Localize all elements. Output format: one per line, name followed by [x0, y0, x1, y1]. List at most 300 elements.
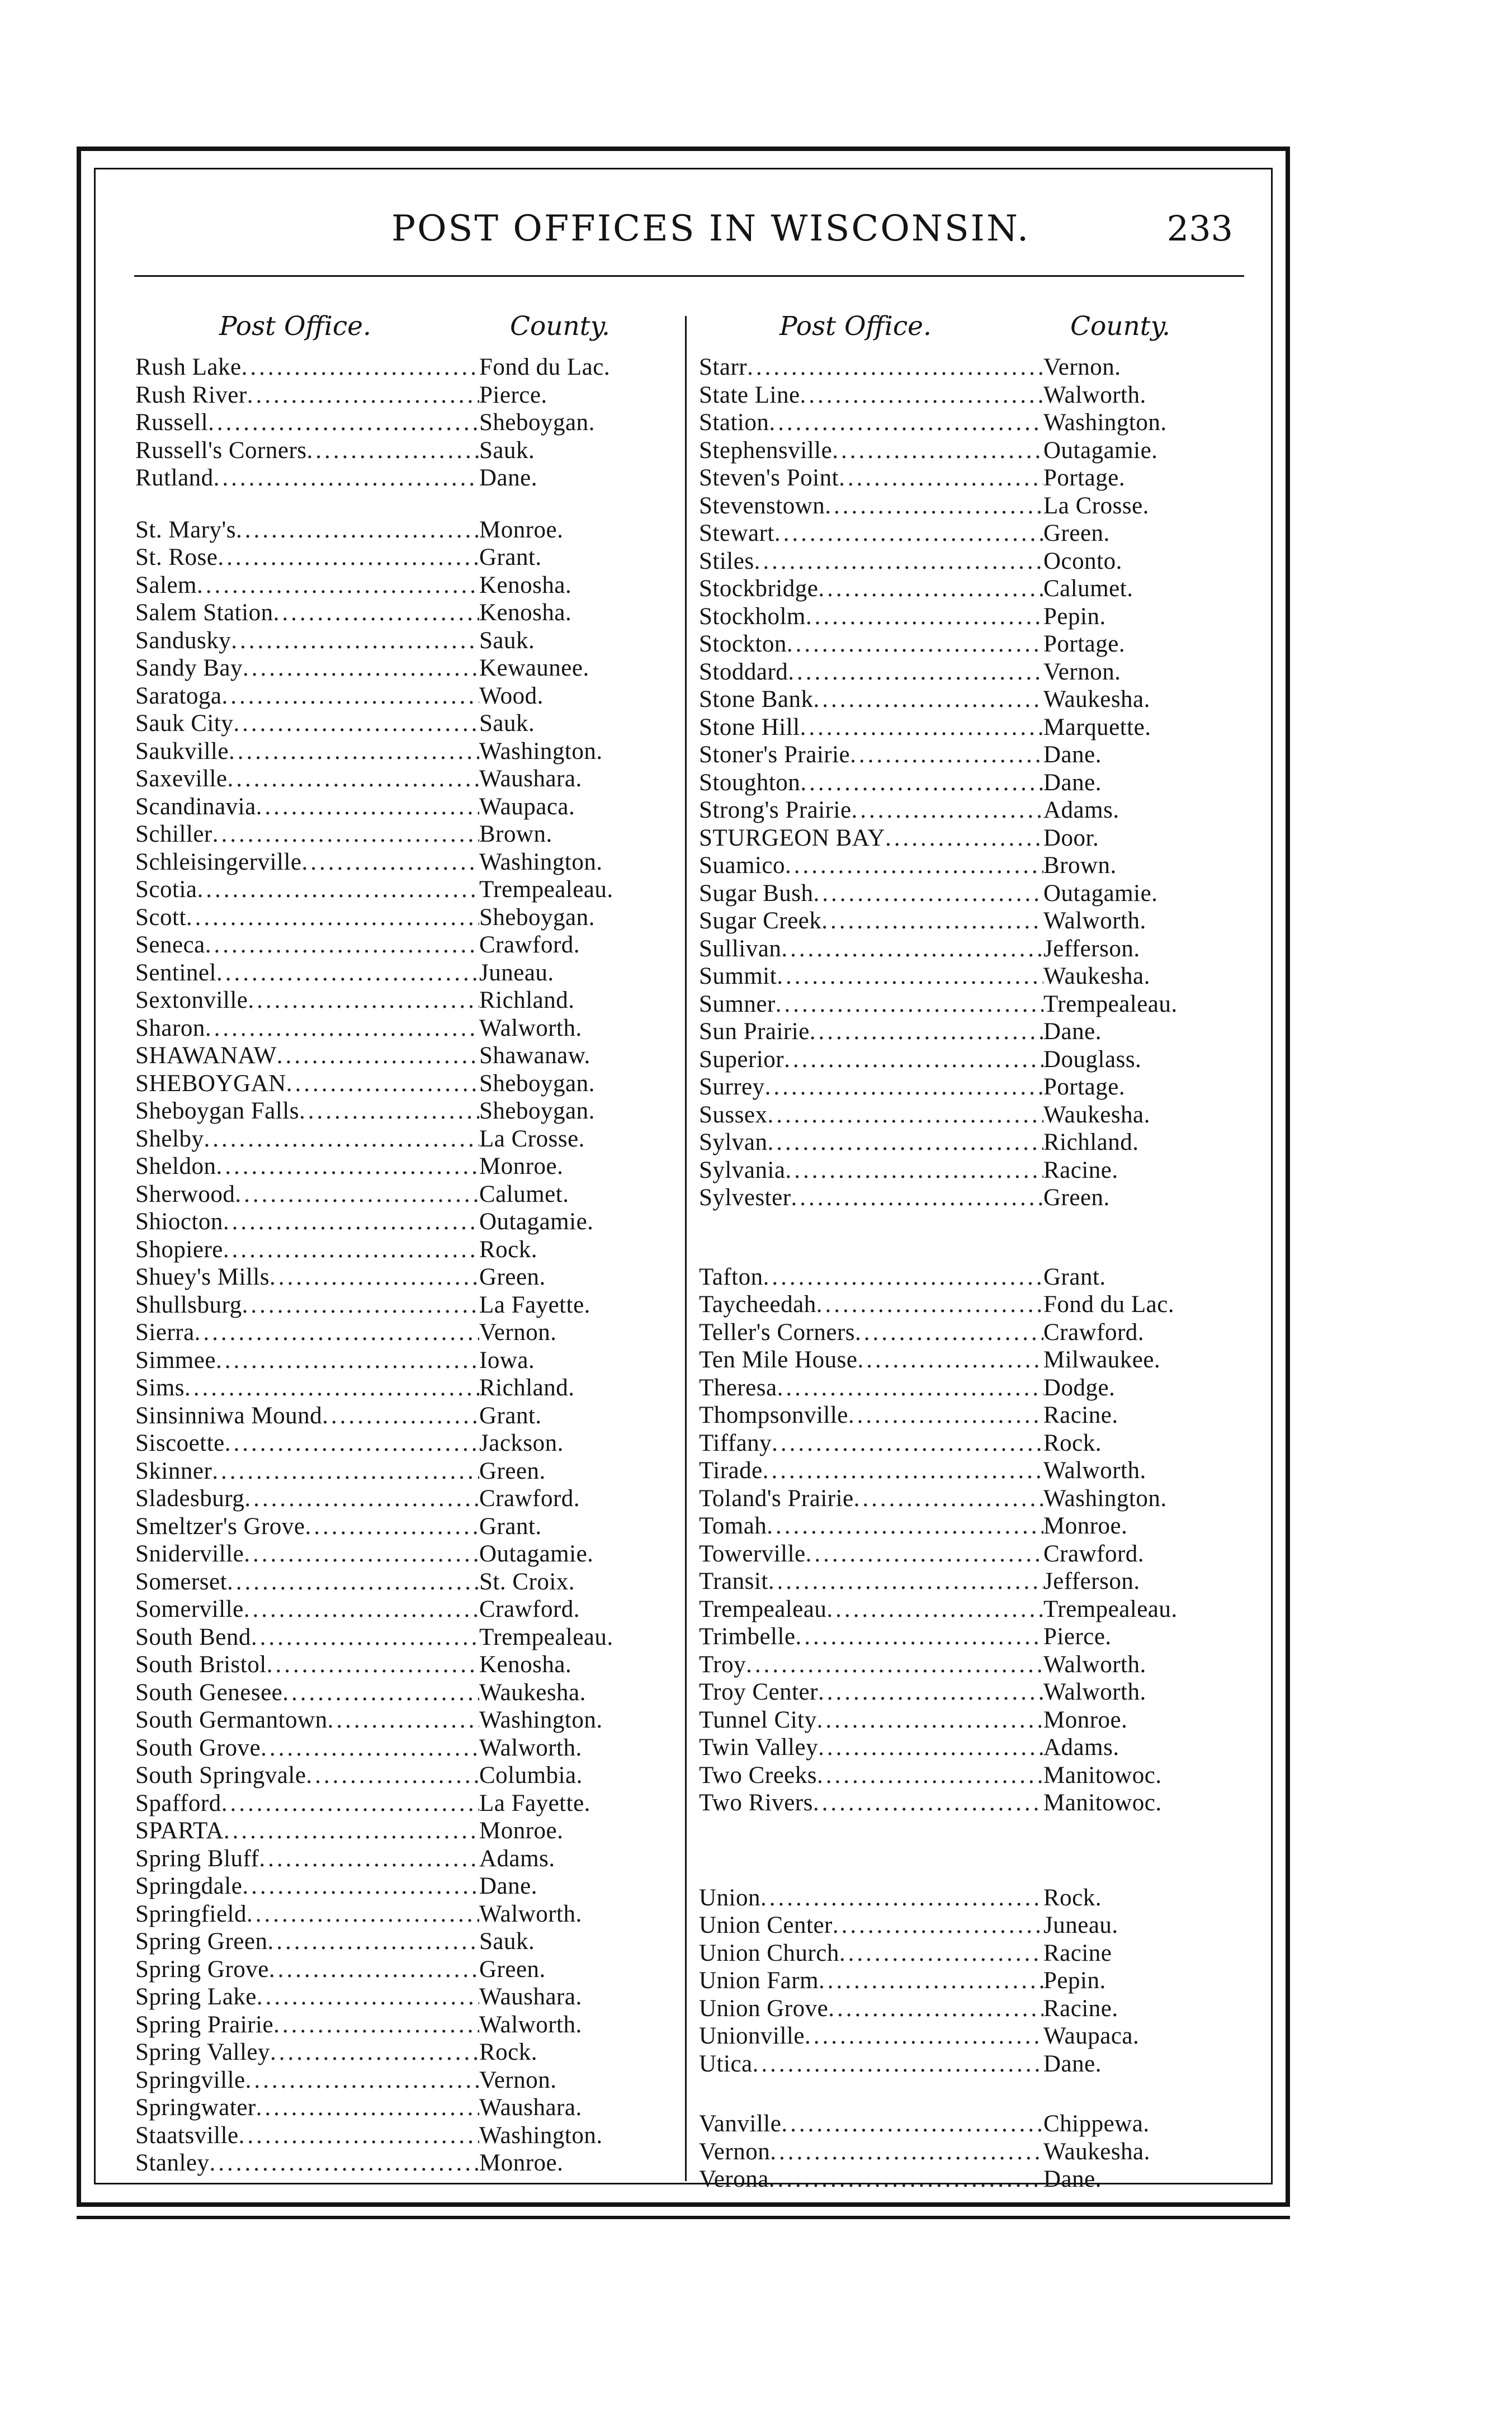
- post-office-name: Sheldon: [135, 1153, 216, 1179]
- list-item: [699, 1651, 1242, 1679]
- post-office-name: Station: [699, 409, 769, 436]
- dot-leader: [257, 1983, 479, 2011]
- post-office-name: Stockholm: [699, 603, 806, 630]
- post-office-name: Tiffany: [699, 1429, 772, 1456]
- dot-leader: [243, 654, 479, 682]
- county-name: Dane.: [1043, 1018, 1102, 1045]
- county-name: Waukesha.: [1043, 686, 1150, 712]
- dot-leader: [854, 1485, 1043, 1512]
- county-name: Green.: [479, 1264, 546, 1290]
- bottom-rule: [77, 2216, 1290, 2219]
- dot-leader: [282, 1679, 479, 1706]
- list-item: [135, 1513, 672, 1541]
- county-name: Door.: [1043, 824, 1099, 851]
- post-office-name: Union Center: [699, 1912, 833, 1938]
- group-spacer: [699, 1817, 1242, 1884]
- list-item: [699, 1291, 1242, 1319]
- list-item: [699, 824, 1242, 852]
- post-office-name: Sun Prairie: [699, 1018, 810, 1045]
- list-item: [699, 1678, 1242, 1706]
- post-office-name: Stevenstown: [699, 492, 825, 519]
- post-office-name: Vanville: [699, 2111, 782, 2137]
- post-office-name: South Germantown: [135, 1707, 328, 1733]
- list-item: [135, 627, 672, 655]
- county-name: Portage.: [1043, 1074, 1126, 1100]
- county-name: Douglass.: [1043, 1046, 1142, 1073]
- county-name: Pierce.: [479, 381, 547, 408]
- county-name: Waukesha.: [1043, 963, 1150, 989]
- list-item: [135, 710, 672, 738]
- dot-leader: [204, 1125, 479, 1153]
- post-office-name: Sandusky: [135, 627, 231, 654]
- list-item: [135, 2122, 672, 2150]
- dot-leader: [186, 904, 479, 931]
- post-office-name: Ten Mile House: [699, 1347, 858, 1373]
- county-name: Adams.: [479, 1845, 555, 1872]
- dot-leader: [821, 907, 1043, 935]
- county-name: Portage.: [1043, 631, 1126, 657]
- dot-leader: [826, 1596, 1043, 1623]
- dot-leader: [286, 1070, 479, 1097]
- post-office-name: Russell's Corners: [135, 437, 307, 464]
- dot-leader: [247, 1900, 479, 1928]
- post-office-name: Schiller: [135, 821, 212, 847]
- county-name: Walworth.: [479, 1900, 582, 1927]
- post-office-name: Sherwood: [135, 1181, 235, 1207]
- dot-leader: [833, 1912, 1043, 1939]
- county-name: Dodge.: [1043, 1374, 1116, 1401]
- county-name: Richland.: [479, 987, 575, 1013]
- county-name: Walworth.: [1043, 1679, 1146, 1705]
- dot-leader: [746, 1651, 1043, 1678]
- post-office-name: Smeltzer's Grove: [135, 1513, 305, 1540]
- dot-leader: [218, 544, 479, 571]
- list-item: [135, 793, 672, 821]
- list-item: [135, 409, 672, 437]
- list-item: [699, 1995, 1242, 2023]
- dot-leader: [236, 516, 479, 544]
- list-item: [699, 1346, 1242, 1374]
- dot-leader: [828, 1995, 1043, 2022]
- list-item: [699, 1940, 1242, 1967]
- county-name: Monroe.: [479, 1153, 564, 1179]
- list-item: [699, 1073, 1242, 1101]
- county-name: Pierce.: [1043, 1624, 1112, 1650]
- list-item: [135, 1817, 672, 1845]
- dot-leader: [753, 2050, 1043, 2078]
- post-office-name: Rush Lake: [135, 354, 242, 380]
- post-office-name: Stockbridge: [699, 575, 819, 602]
- post-office-name: Stiles: [699, 548, 754, 574]
- county-name: Sheboygan.: [479, 904, 595, 931]
- list-item: [699, 880, 1242, 908]
- list-item: [135, 1540, 672, 1568]
- post-office-heading: Post Office.: [219, 311, 371, 342]
- entry-group: [135, 353, 672, 492]
- dot-leader: [839, 1940, 1043, 1967]
- post-office-name: Salem Station: [135, 600, 273, 626]
- dot-leader: [776, 990, 1043, 1018]
- post-office-name: Shuey's Mills: [135, 1264, 270, 1290]
- post-office-name: Union Grove: [699, 1995, 829, 2022]
- county-name: Crawford.: [1043, 1319, 1145, 1346]
- dot-leader: [306, 1762, 479, 1789]
- list-item: [699, 1623, 1242, 1651]
- county-name: Columbia.: [479, 1762, 583, 1789]
- post-office-name: Siscoette: [135, 1430, 225, 1456]
- list-item: [135, 682, 672, 710]
- list-item: [135, 1762, 672, 1790]
- county-name: Outagamie.: [479, 1209, 594, 1235]
- list-item: [135, 1457, 672, 1485]
- county-name: Waukesha.: [1043, 2138, 1150, 2165]
- dot-leader: [247, 381, 479, 409]
- dot-leader: [208, 409, 479, 436]
- list-item: [135, 1679, 672, 1707]
- dot-leader: [813, 1789, 1043, 1816]
- dot-leader: [818, 1678, 1043, 1706]
- county-name: Waukesha.: [479, 1679, 586, 1706]
- county-name: Oconto.: [1043, 548, 1122, 574]
- county-name: Jefferson.: [1043, 935, 1140, 962]
- post-office-name: SHEBOYGAN: [135, 1070, 286, 1097]
- county-name: Grant.: [479, 544, 542, 570]
- left-column-heading: [135, 311, 672, 345]
- dot-leader: [244, 1596, 479, 1623]
- post-office-name: Sumner: [699, 990, 776, 1017]
- dot-leader: [307, 437, 480, 464]
- list-item: [135, 381, 672, 409]
- dot-leader: [767, 1129, 1043, 1156]
- dot-leader: [229, 738, 479, 765]
- list-item: [135, 1706, 672, 1734]
- county-name: Grant.: [479, 1513, 542, 1540]
- list-item: [135, 1734, 672, 1762]
- list-item: [699, 1789, 1242, 1817]
- dot-leader: [270, 2038, 479, 2066]
- post-office-name: Saratoga: [135, 682, 222, 709]
- post-office-name: STURGEON BAY: [699, 824, 885, 851]
- post-office-name: Stoddard: [699, 658, 788, 685]
- list-item: [135, 1097, 672, 1125]
- post-office-name: Sniderville: [135, 1541, 244, 1567]
- post-office-name: South Bend: [135, 1624, 251, 1650]
- post-office-name: Sugar Creek: [699, 908, 822, 934]
- right-column-heading: [699, 311, 1242, 345]
- list-item: [135, 1790, 672, 1818]
- county-name: Monroe.: [479, 2150, 564, 2176]
- county-name: Walworth.: [1043, 1651, 1146, 1678]
- post-office-name: Union: [699, 1884, 760, 1911]
- county-name: Wood.: [479, 682, 544, 709]
- post-office-name: Tafton: [699, 1263, 763, 1290]
- post-office-name: South Springvale: [135, 1762, 306, 1789]
- county-name: Sauk.: [479, 710, 535, 737]
- list-item: [135, 1402, 672, 1430]
- dot-leader: [221, 682, 479, 710]
- dot-leader: [850, 741, 1043, 768]
- county-name: Waushara.: [479, 1984, 582, 2010]
- list-item: [699, 907, 1242, 935]
- county-name: Grant.: [479, 1402, 542, 1429]
- county-name: Crawford.: [479, 932, 580, 958]
- header-rule: [134, 275, 1244, 277]
- dot-leader: [832, 437, 1043, 464]
- list-item: [699, 464, 1242, 492]
- dot-leader: [763, 1457, 1043, 1484]
- list-item: [135, 599, 672, 627]
- post-office-heading: Post Office.: [779, 311, 932, 342]
- list-item: [135, 1596, 672, 1624]
- county-name: Outagamie.: [479, 1541, 594, 1567]
- list-item: [699, 741, 1242, 769]
- post-office-name: Shopiere: [135, 1236, 223, 1263]
- county-name: Sauk.: [479, 1928, 535, 1955]
- dot-leader: [769, 409, 1043, 436]
- post-office-name: Suamico: [699, 852, 785, 879]
- list-item: [135, 1485, 672, 1513]
- list-item: [699, 603, 1242, 631]
- dot-leader: [269, 1956, 479, 1983]
- post-office-name: Union Farm: [699, 1967, 819, 1994]
- county-name: Monroe.: [1043, 1706, 1128, 1733]
- post-office-name: Stanley: [135, 2150, 210, 2176]
- post-office-name: Sauk City: [135, 710, 234, 737]
- county-name: Pepin.: [1043, 603, 1106, 630]
- dot-leader: [277, 1042, 479, 1069]
- post-office-name: Union Church: [699, 1940, 839, 1966]
- dot-leader: [806, 603, 1043, 630]
- list-item: [135, 2149, 672, 2177]
- dot-leader: [248, 987, 479, 1014]
- county-name: Waushara.: [479, 766, 582, 792]
- dot-leader: [813, 686, 1043, 713]
- county-name: Grant.: [1043, 1263, 1106, 1290]
- list-item: [135, 1263, 672, 1291]
- dot-leader: [817, 1706, 1043, 1734]
- post-office-name: Sullivan: [699, 935, 782, 962]
- county-name: Kenosha.: [479, 1651, 572, 1678]
- county-heading: County.: [510, 311, 610, 342]
- post-office-name: Rutland: [135, 465, 214, 491]
- dot-leader: [816, 1291, 1043, 1318]
- list-item: [699, 1967, 1242, 1995]
- post-office-name: Utica: [699, 2050, 753, 2077]
- list-item: [699, 1157, 1242, 1185]
- group-spacer: [135, 492, 672, 516]
- post-office-name: SPARTA: [135, 1818, 224, 1844]
- list-item: [135, 516, 672, 544]
- dot-leader: [791, 1184, 1043, 1211]
- list-item: [699, 1485, 1242, 1513]
- dot-leader: [185, 1374, 479, 1402]
- dot-leader: [267, 1928, 479, 1955]
- county-name: Rock.: [479, 1236, 538, 1263]
- county-name: Walworth.: [479, 1734, 582, 1761]
- list-item: [135, 1125, 672, 1153]
- county-name: Crawford.: [479, 1596, 580, 1622]
- list-item: [699, 1512, 1242, 1540]
- dot-leader: [781, 2110, 1043, 2137]
- list-item: [135, 738, 672, 766]
- list-item: [135, 1956, 672, 1984]
- post-office-name: South Bristol: [135, 1651, 267, 1678]
- dot-leader: [763, 1263, 1043, 1291]
- dot-leader: [806, 1540, 1043, 1568]
- list-item: [135, 1900, 672, 1928]
- post-office-name: Spring Lake: [135, 1984, 257, 2010]
- list-item: [699, 1046, 1242, 1074]
- post-office-name: Schleisingerville: [135, 848, 302, 875]
- post-office-name: Teller's Corners: [699, 1319, 856, 1346]
- post-office-name: Surrey: [699, 1074, 765, 1100]
- county-name: Jackson.: [479, 1430, 564, 1456]
- county-name: Washington.: [479, 848, 603, 875]
- county-name: Green.: [1043, 1185, 1110, 1211]
- county-name: Dane.: [479, 1873, 537, 1899]
- dot-leader: [800, 714, 1043, 741]
- county-name: Dane.: [1043, 769, 1102, 796]
- entry-group: [699, 1263, 1242, 1817]
- county-name: Fond du Lac.: [1043, 1291, 1175, 1318]
- post-office-name: Sentinel: [135, 959, 216, 986]
- post-office-name: Seneca: [135, 932, 205, 958]
- post-office-name: Sextonville: [135, 987, 248, 1013]
- dot-leader: [221, 1790, 479, 1817]
- list-item: [135, 1347, 672, 1375]
- list-item: [135, 765, 672, 793]
- list-item: [135, 987, 672, 1014]
- post-office-name: Spring Grove: [135, 1956, 269, 1983]
- list-item: [135, 1291, 672, 1319]
- county-name: Waukesha.: [1043, 1101, 1150, 1128]
- post-office-name: Taycheedah: [699, 1291, 816, 1318]
- county-name: Green.: [479, 1457, 546, 1484]
- list-item: [135, 464, 672, 492]
- county-name: Walworth.: [1043, 1457, 1146, 1484]
- list-item: [699, 548, 1242, 575]
- county-name: Walworth.: [479, 2011, 582, 2038]
- list-item: [135, 1208, 672, 1236]
- county-name: St. Croix.: [479, 1568, 575, 1595]
- post-office-name: Sylvan: [699, 1129, 768, 1155]
- list-item: [135, 1042, 672, 1070]
- dot-leader: [772, 1429, 1043, 1457]
- post-office-name: Sandy Bay: [135, 655, 243, 681]
- dot-leader: [223, 1208, 479, 1235]
- post-office-name: Strong's Prairie: [699, 797, 852, 823]
- dot-leader: [197, 572, 479, 599]
- list-item: [135, 1070, 672, 1098]
- page-number: 233: [1166, 208, 1233, 249]
- list-item: [699, 2138, 1242, 2166]
- county-name: Brown.: [1043, 852, 1117, 879]
- dot-leader: [774, 520, 1043, 547]
- dot-leader: [787, 630, 1043, 658]
- post-office-name: Sinsinniwa Mound: [135, 1402, 323, 1429]
- list-item: [699, 2110, 1242, 2138]
- post-office-name: Unionville: [699, 2023, 805, 2049]
- post-office-name: Trimbelle: [699, 1624, 796, 1650]
- dot-leader: [885, 824, 1043, 852]
- dot-leader: [256, 793, 479, 820]
- county-name: Juneau.: [1043, 1912, 1118, 1938]
- list-item: [135, 544, 672, 572]
- post-office-name: Stewart: [699, 520, 774, 546]
- list-item: [699, 2165, 1242, 2193]
- column-divider: [685, 316, 687, 2181]
- dot-leader: [857, 1346, 1043, 1374]
- dot-leader: [322, 1402, 479, 1429]
- dot-leader: [224, 1817, 479, 1844]
- county-name: Green.: [1043, 520, 1110, 546]
- county-name: Washington.: [1043, 1485, 1167, 1512]
- post-office-name: Sharon: [135, 1014, 205, 1041]
- list-item: [699, 630, 1242, 658]
- list-item: [699, 2022, 1242, 2050]
- dot-leader: [818, 1734, 1043, 1761]
- county-name: Sauk.: [479, 627, 535, 654]
- post-office-name: SHAWANAW: [135, 1042, 277, 1069]
- county-name: La Crosse.: [479, 1125, 585, 1152]
- post-office-name: Somerville: [135, 1596, 244, 1622]
- county-name: Trempealeau.: [479, 1624, 613, 1650]
- dot-leader: [800, 769, 1043, 796]
- post-office-name: Spring Green: [135, 1928, 268, 1955]
- post-office-name: Spring Valley: [135, 2039, 271, 2065]
- post-office-name: Transit: [699, 1568, 768, 1594]
- list-item: [699, 1457, 1242, 1485]
- dot-leader: [770, 2138, 1043, 2165]
- list-item: [135, 904, 672, 932]
- post-office-name: Spring Bluff: [135, 1845, 259, 1872]
- county-name: Rock.: [1043, 1429, 1102, 1456]
- list-item: [699, 1402, 1242, 1429]
- post-office-name: Spafford: [135, 1790, 221, 1816]
- dot-leader: [769, 2165, 1043, 2193]
- county-name: Kewaunee.: [479, 655, 589, 681]
- county-name: Calumet.: [479, 1181, 569, 1207]
- post-office-name: Stone Hill: [699, 714, 800, 740]
- list-item: [135, 1014, 672, 1042]
- list-item: [699, 1568, 1242, 1596]
- dot-leader: [852, 796, 1043, 824]
- dot-leader: [267, 1651, 479, 1678]
- post-office-name: Springfield: [135, 1900, 247, 1927]
- list-item: [699, 935, 1242, 963]
- dot-leader: [244, 1485, 479, 1512]
- dot-leader: [305, 1513, 479, 1540]
- post-office-name: South Genesee: [135, 1679, 283, 1706]
- post-office-name: South Grove: [135, 1734, 261, 1761]
- county-name: Walworth.: [479, 1014, 582, 1041]
- dot-leader: [785, 1157, 1043, 1184]
- post-office-name: Stoughton: [699, 769, 801, 796]
- list-item: [135, 1872, 672, 1900]
- post-office-name: Salem: [135, 572, 197, 598]
- post-office-name: Staatsville: [135, 2122, 239, 2149]
- post-office-name: Toland's Prairie: [699, 1485, 854, 1512]
- dot-leader: [796, 1623, 1043, 1650]
- county-name: Racine.: [1043, 1995, 1118, 2022]
- dot-leader: [819, 1967, 1043, 1994]
- county-name: Shawanaw.: [479, 1042, 590, 1069]
- county-name: Racine: [1043, 1940, 1112, 1966]
- dot-leader: [256, 2094, 479, 2121]
- post-office-name: Springwater: [135, 2094, 256, 2121]
- post-office-name: Shullsburg: [135, 1291, 242, 1318]
- dot-leader: [747, 353, 1043, 381]
